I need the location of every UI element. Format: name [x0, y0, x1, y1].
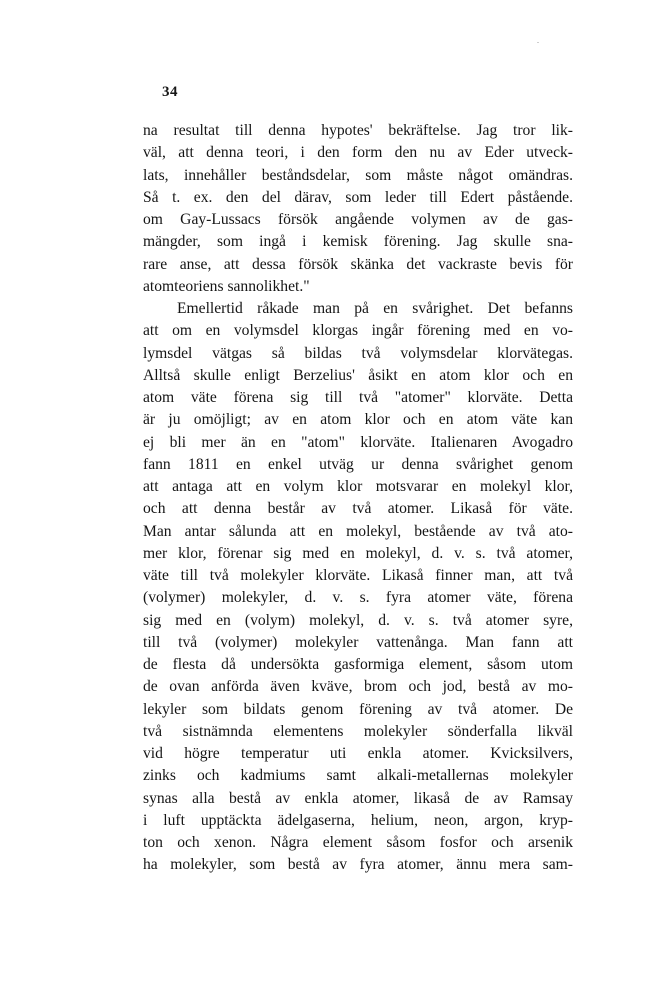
text-line: i luft upptäckta ädelgaserna, helium, neon, argon, kryp-: [143, 811, 573, 829]
text-line: till två (volymer) molekyler vattenånga. Man fann att: [143, 633, 573, 651]
body-text: [143, 120, 573, 877]
text-line: vid högre temperatur uti enkla atomer. Kvicksilvers,: [143, 745, 573, 762]
paper-speck: [537, 42, 539, 43]
text-line: lymsdel vätgas så bildas två volymsdelar klorvätegas.: [143, 344, 573, 362]
text-line: ton och xenon. Några element såsom fosfor och arsenik: [143, 834, 573, 851]
text-line: att antaga att en volym klor motsvarar en molekyl klor,: [143, 478, 573, 495]
text-line: sig med en (volym) molekyl, d. v. s. två atomer syre,: [143, 611, 573, 629]
text-line: de flesta då undersökta gasformiga element, såsom utom: [143, 656, 573, 673]
text-line: ej bli mer än en "atom" klorväte. Italienaren Avogadro: [143, 433, 573, 451]
text-line: rare anse, att dessa försök skänka det vackraste bevis för: [143, 255, 573, 273]
text-line: Alltså skulle enligt Berzelius' åsikt en atom klor och en: [143, 366, 573, 384]
page-number: 34: [162, 84, 178, 100]
text-line: ha molekyler, som bestå av fyra atomer, ännu mera sam-: [143, 856, 573, 874]
text-line: de ovan anförda även kväve, brom och jod, bestå av mo-: [143, 678, 573, 696]
text-line: atom väte förena sig till två "atomer" klorväte. Detta: [143, 389, 573, 406]
text-line: mängder, som ingå i kemisk förening. Jag skulle sna-: [143, 233, 573, 251]
text-line: lekyler som bildats genom förening av två atomer. De: [143, 700, 573, 718]
text-line: två sistnämnda elementens molekyler sönderfalla likväl: [143, 722, 573, 740]
text-line: na resultat till denna hypotes' bekräftelse. Jag tror lik-: [143, 122, 573, 139]
text-line: mer klor, förenar sig med en molekyl, d. v. s. två atomer,: [143, 544, 573, 562]
text-line: (volymer) molekyler, d. v. s. fyra atomer väte, förena: [143, 589, 573, 607]
text-line: lats, innehåller beståndsdelar, som måste något omändras.: [143, 166, 573, 184]
text-line: är ju omöjligt; av en atom klor och en atom väte kan: [143, 411, 573, 429]
text-line-paragraph-start: Emellertid råkade man på en svårighet. Det befanns: [177, 300, 573, 317]
text-line: Så t. ex. den del därav, som leder till Edert påstående.: [143, 188, 573, 206]
text-line: väl, att denna teori, i den form den nu av Eder utveck-: [143, 144, 573, 162]
text-line: synas alla bestå av enkla atomer, likaså de av Ramsay: [143, 789, 573, 807]
text-line-paragraph-end: atomteoriens sannolikhet.": [143, 277, 310, 295]
text-line: och att denna består av två atomer. Likaså för väte.: [143, 500, 573, 518]
text-line: fann 1811 en enkel utväg ur denna svårighet genom: [143, 455, 573, 473]
text-line: Man antar sålunda att en molekyl, bestående av två ato-: [143, 522, 573, 540]
text-line: om Gay-Lussacs försök angående volymen av de gas-: [143, 211, 573, 228]
text-line: väte till två molekyler klorväte. Likaså finner man, att två: [143, 567, 573, 584]
text-line: att om en volymsdel klorgas ingår förening med en vo-: [143, 322, 573, 340]
text-line: zinks och kadmiums samt alkali-metallernas molekyler: [143, 767, 573, 785]
